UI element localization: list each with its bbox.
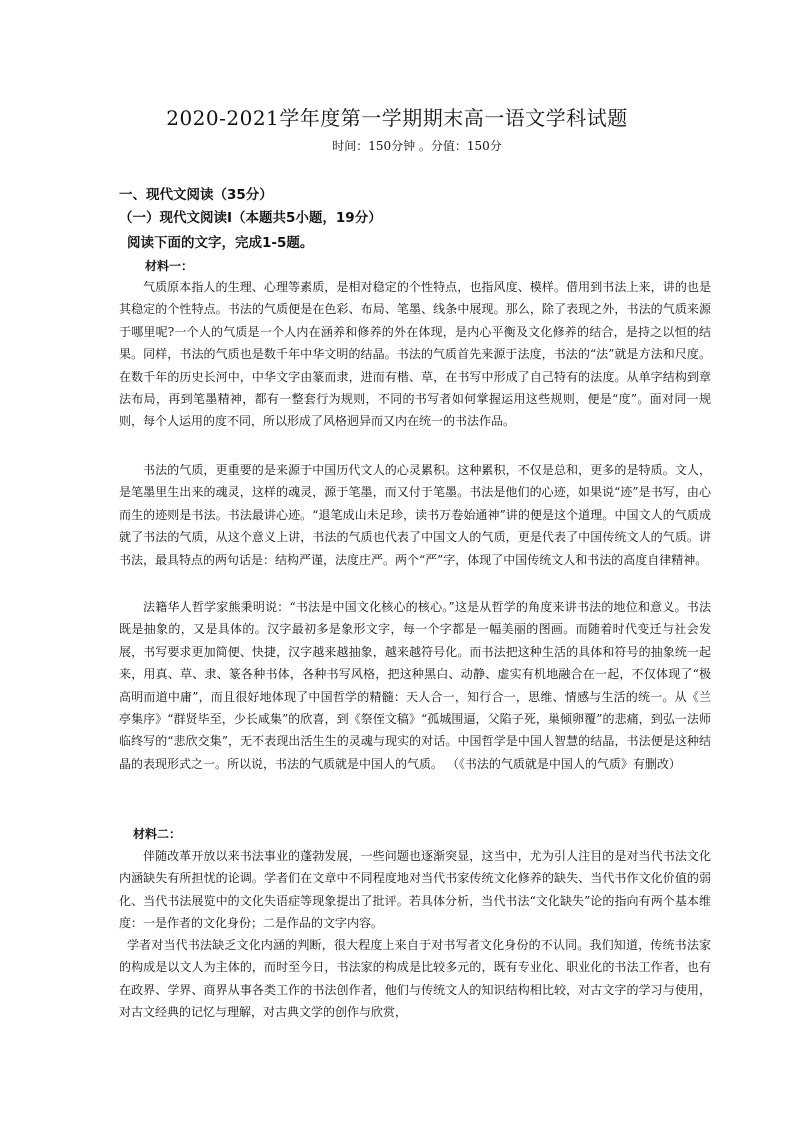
reading-instruction: 阅读下面的文字，完成1-5题。 <box>127 235 314 251</box>
material-two-label: 材料二： <box>133 827 182 841</box>
material-one-paragraph: 气质原本指人的生理、心理等素质，是相对稳定的个性特点，也指风度、模样。借用到书法上来，讲的也是其稳定的个性特点。书法的气质便是在色彩、布局、笔墨、线条中展现。那么，除了表现之外，书法的气质来源于哪里呢?一个人的气质是一个人内在涵养和修养的外在体现，是内心平衡及文化修养的结合，是持之以恒的结果。同样，书法的气质也是数千年中华文明的结晶。书法的气质首先来源于法度，书法的“法”就是方法和尺度。在数千年的历史长河中，中华文字由篆而隶，进而有楷、草，在书写中形成了自己特有的法度。从单字结构到章法布局，再到笔墨精神，都有一整套行为规则，不同的书写者如何掌握运用这些规则，便是“度”。面对同一规则，每个人运用的度不同，所以形成了风格迥异而又内在统一的书法作品。 <box>119 280 711 429</box>
exam-time-score: 时间：150分钟 。分值：150分 <box>332 139 502 153</box>
material-two-paragraph: 学者对当代书法缺乏文化内涵的判断，很大程度上来自于对书写者文化身份的不认同。我们知道，传统书法家的构成是以文人为主体的，而时至今日，书法家的构成是比较多元的，既有专业化、职业化的书法工作者，也有在政界、学界、商界从事各类工作的书法创作者，他们与传统文人的知识结构相比较，对古文字的学习与使用，对古文经典的记忆与理解，对古典文学的创作与欣赏， <box>119 938 711 1020</box>
material-one-paragraph: 书法的气质，更重要的是来源于中国历代文人的心灵累积。这种累积，不仅是总和，更多的是特质。文人，是笔墨里生出来的魂灵，这样的魂灵，源于笔墨，而又付于笔墨。书法是他们的心迹，如果说“迹”是书写，由心而生的迹则是书法。书法最讲心迹。“退笔成山未足珍，读书万卷始通神”讲的便是这个道理。中国文人的气质成就了书法的气质，从这个意义上讲，书法的气质也代表了中国文人的气质，更是代表了中国传统文人的气质。讲书法，最具特点的两句话是：结构严谨，法度庄严。两个“严”字，体现了中国传统文人和书法的高度自律精神。 <box>119 463 711 567</box>
material-one-paragraph: 法籍华人哲学家熊秉明说：“书法是中国文化核心的核心。”这是从哲学的角度来讲书法的地位和意义。书法既是抽象的，又是具体的。汉字最初多是象形文字，每一个字都是一幅美丽的图画。而随着时代变迁与社会发展，书写要求更加简便、快捷，汉字越来越抽象，越来越符号化。而书法把这种生活的具体和符号的抽象统一起来，用真、草、隶、篆各种书体，各种书写风格，把这种黑白、动静、虚实有机地融合在一起，不仅体现了“极高明而道中庸”，而且很好地体现了中国哲学的精髓：天人合一，知行合一，思维、情感与生活的统一。从《兰亭集序》“群贤毕至，少长咸集”的欣喜，到《祭侄文稿》“孤城围逼，父陷子死，巢倾卵覆”的悲痛，到弘一法师临终写的“悲欣交集”，无不表现出活生生的灵魂与现实的对话。中国哲学是中国人智慧的结晶，书法便是这种结晶的表现形式之一。所以说，书法的气质就是中国人的气质。 （《书法的气质就是中国人的气质》有删改） <box>119 600 711 771</box>
section-heading: 一、现代文阅读（35分） <box>119 187 273 203</box>
material-one-label: 材料一： <box>145 259 194 273</box>
subsection-heading: （一）现代文阅读Ⅰ（本题共5小题，19分） <box>119 210 382 226</box>
exam-title: 2020-2021学年度第一学期期末高一语文学科试题 <box>166 106 628 130</box>
material-two-paragraph: 伴随改革开放以来书法事业的蓬勃发展，一些问题也逐渐突显，这当中，尤为引人注目的是对当代书法文化内涵缺失有所担忧的论调。学者们在文章中不同程度地对当代书家传统文化修养的缺失、当代书作文化价值的弱化、当代书法展览中的文化失语症等现象提出了批评。若具体分析，当代书法“文化缺失”论的指向有两个基本维度：一是作者的文化身份；二是作品的文字内容。 <box>119 849 711 931</box>
